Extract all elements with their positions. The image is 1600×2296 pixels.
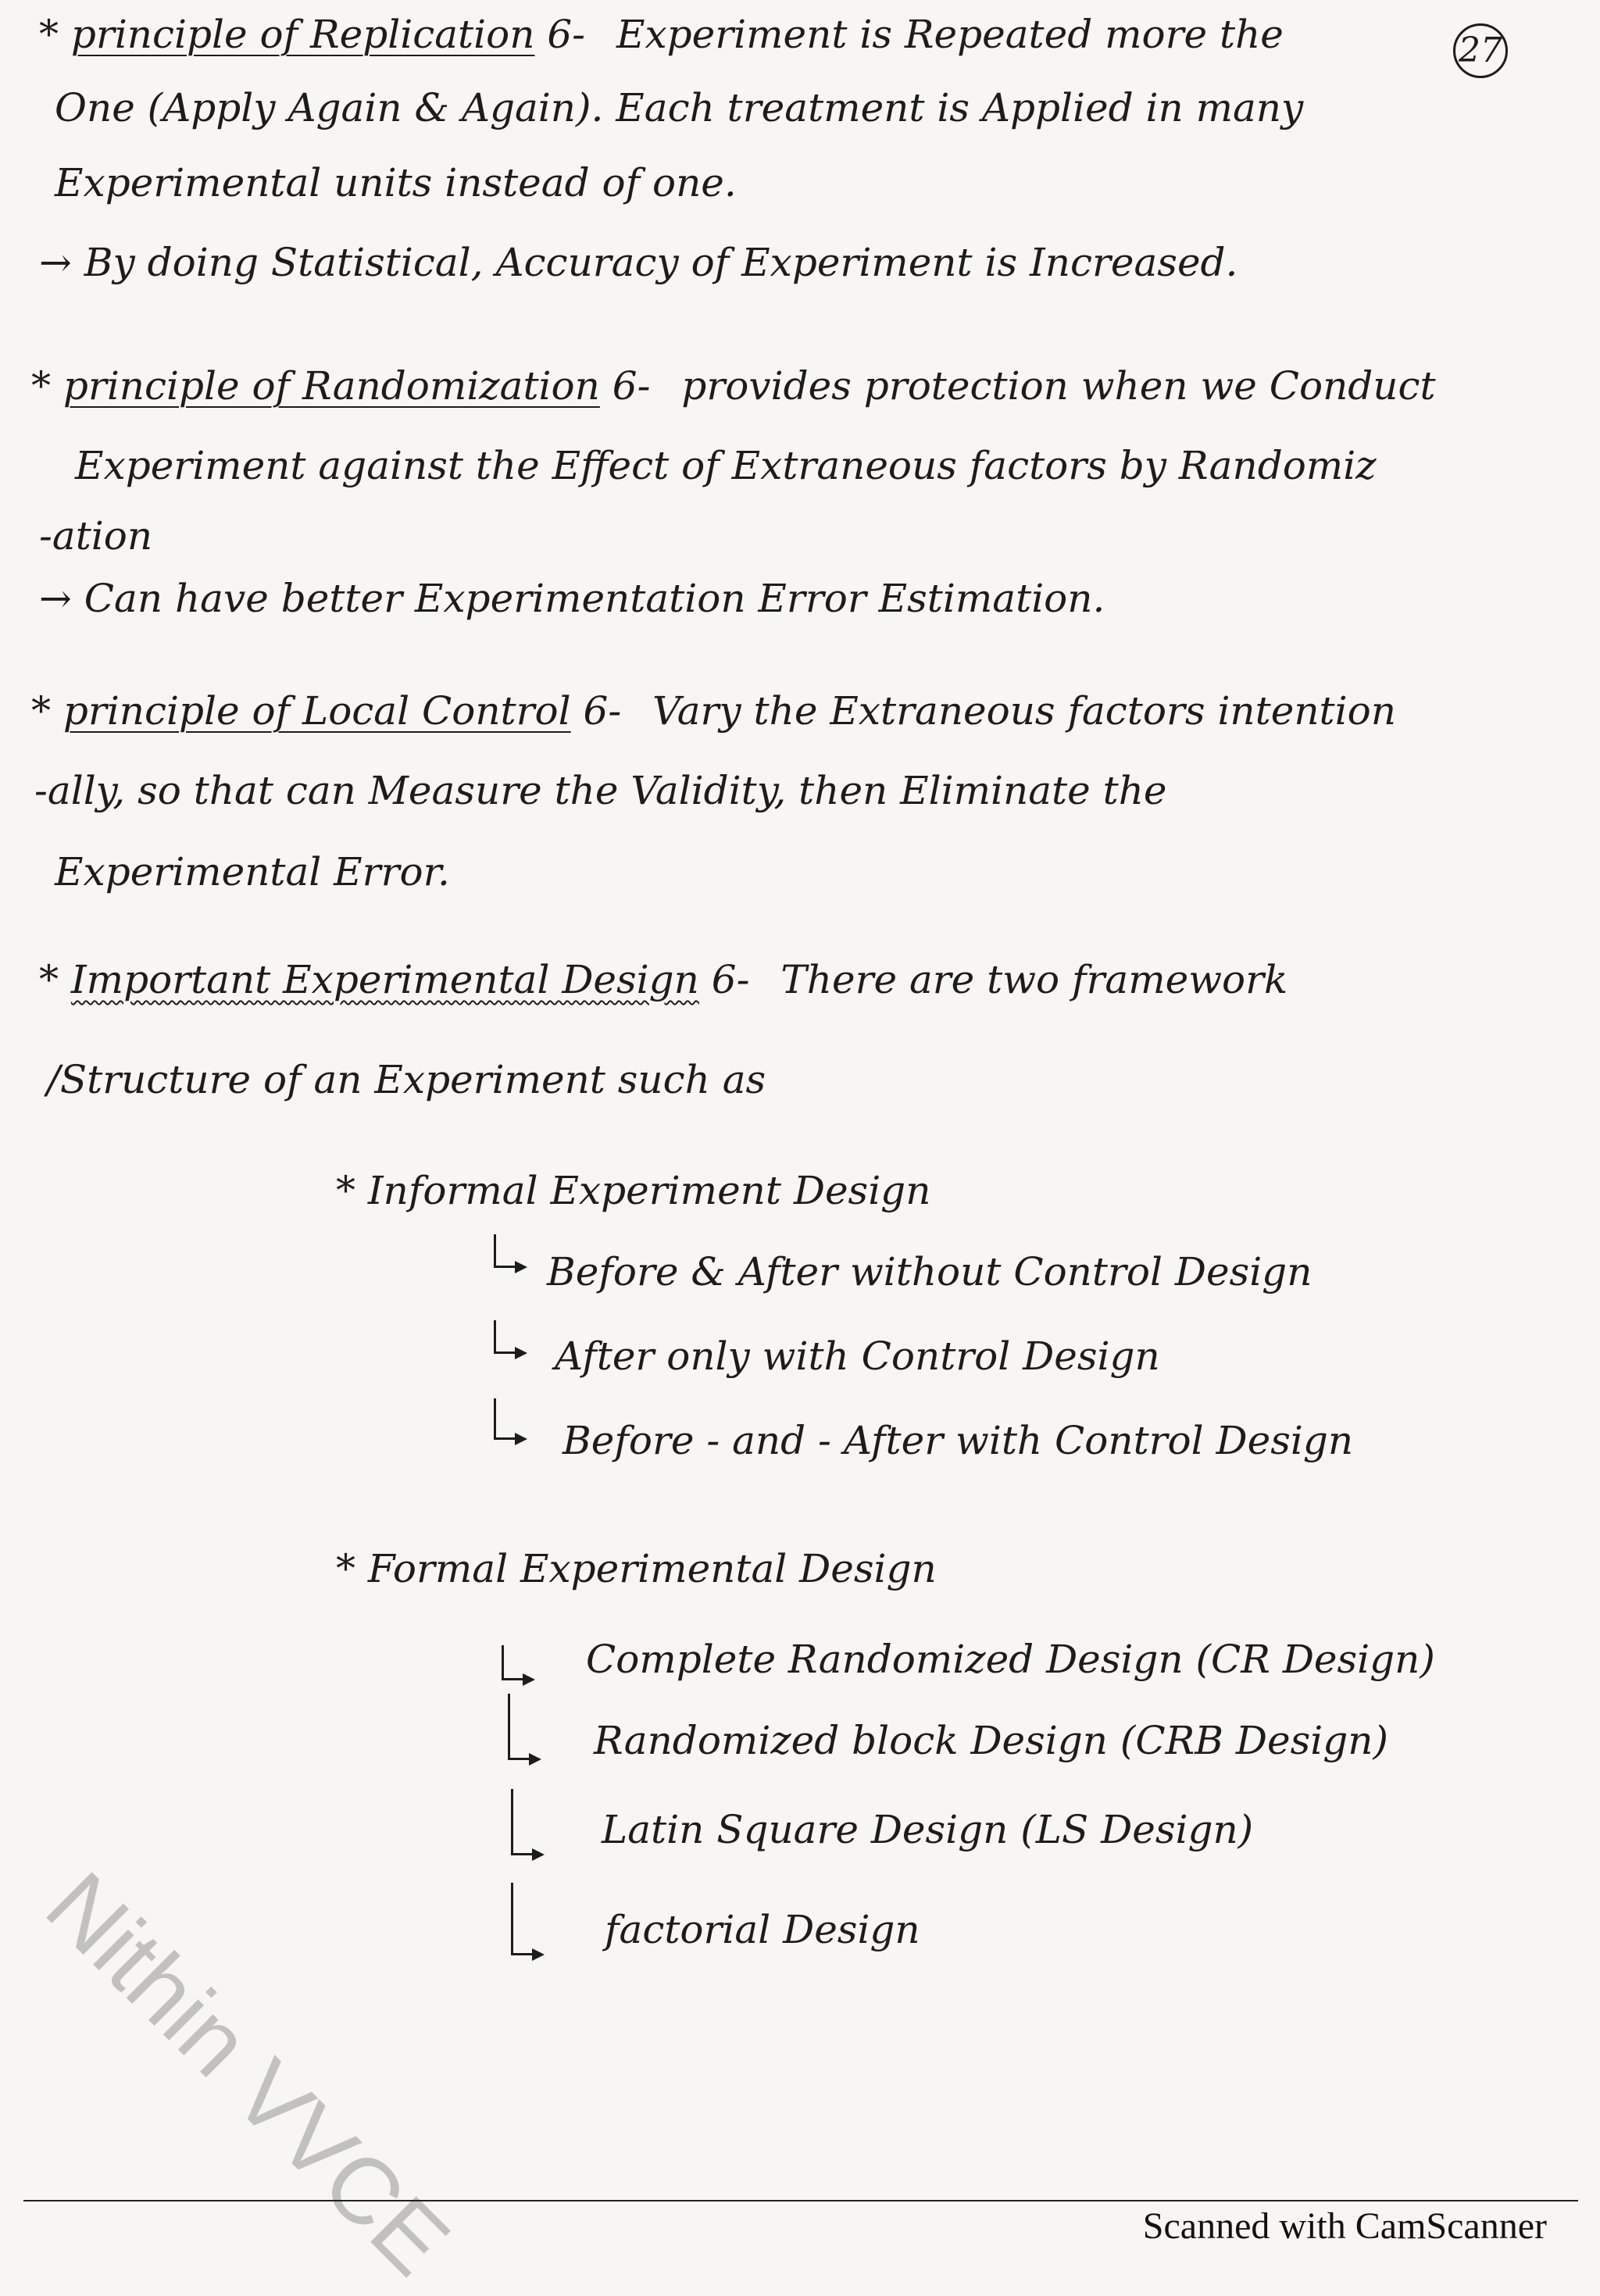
branch-arrow-icon <box>502 1645 523 1680</box>
scanner-footer: Scanned with CamScanner <box>1142 2205 1547 2247</box>
page-number: 27 <box>1453 23 1508 78</box>
designs-line-2: /Structure of an Experiment such as <box>47 1057 766 1102</box>
randomization-line-4: → Can have better Experimentation Error Estimation. <box>39 576 1105 621</box>
randomization-title: principle of Randomization <box>62 363 600 409</box>
formal-item: Latin Square Design (LS Design) <box>602 1807 1254 1852</box>
branch-arrow-icon <box>508 1694 529 1760</box>
branch-arrow-icon <box>494 1234 515 1268</box>
informal-item: Before & After without Control Design <box>547 1249 1312 1294</box>
replication-line-4: → By doing Statistical, Accuracy of Experiment is Increased. <box>39 240 1238 285</box>
replication-line-3: Experimental units instead of one. <box>55 160 737 205</box>
branch-arrow-icon <box>511 1883 532 1955</box>
replication-title: principle of Replication <box>70 12 535 57</box>
watermark: Nithin VVCE <box>26 1852 470 2295</box>
designs-line-1: * Important Experimental Design 6- There are two framework <box>39 957 1288 1002</box>
branch-arrow-icon <box>511 1789 532 1855</box>
replication-line-2: One (Apply Again & Again). Each treatment is Applied in many <box>55 85 1304 130</box>
formal-item: Complete Randomized Design (CR Design) <box>586 1637 1435 1682</box>
informal-item: Before - and - After with Control Design <box>562 1418 1354 1463</box>
informal-title: Informal Experiment Design <box>367 1168 931 1213</box>
footer-divider <box>23 2200 1578 2201</box>
local-control-line-2: -ally, so that can Measure the Validity, then Eliminate the <box>34 768 1167 813</box>
formal-heading: * Formal Experimental Design <box>336 1546 937 1591</box>
designs-title: Important Experimental Design <box>70 957 699 1002</box>
formal-title: Formal Experimental Design <box>367 1546 937 1591</box>
randomization-line-3: -ation <box>39 513 153 559</box>
randomization-line-2: Experiment against the Effect of Extraneous factors by Randomiz <box>75 443 1377 488</box>
formal-item: Randomized block Design (CRB Design) <box>594 1718 1388 1763</box>
local-control-line-1: * principle of Local Control 6- Vary the Extraneous factors intention <box>31 688 1396 734</box>
formal-item: factorial Design <box>605 1907 920 1952</box>
local-control-title: principle of Local Control <box>62 688 571 734</box>
informal-heading: * Informal Experiment Design <box>336 1168 931 1213</box>
branch-arrow-icon <box>494 1320 515 1354</box>
local-control-line-3: Experimental Error. <box>55 849 450 894</box>
branch-arrow-icon <box>494 1398 515 1440</box>
replication-line-1: * principle of Replication 6- Experiment is Repeated more the <box>39 12 1284 57</box>
randomization-line-1: * principle of Randomization 6- provides protection when we Conduct <box>31 363 1436 409</box>
informal-item: After only with Control Design <box>555 1334 1160 1379</box>
